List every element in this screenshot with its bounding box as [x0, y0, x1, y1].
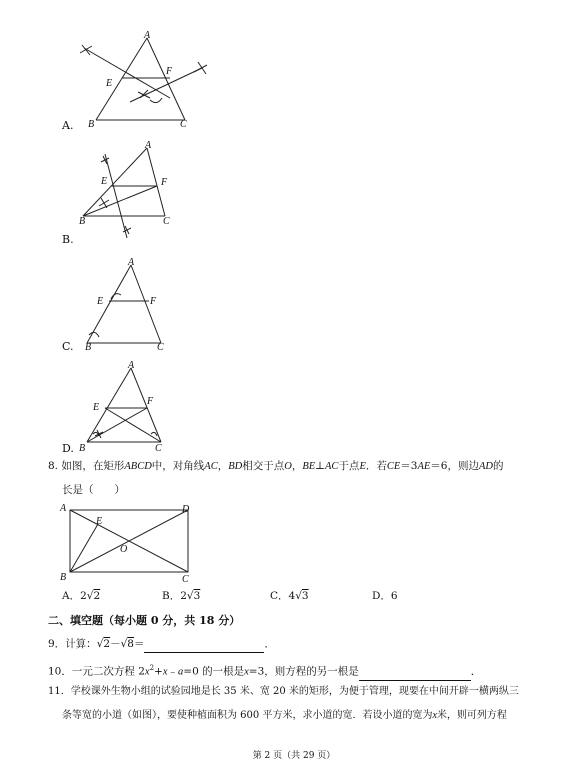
answer-blank[interactable]	[144, 636, 264, 653]
option-d-label[interactable]: D.	[62, 442, 74, 455]
page-footer: 第 2 页（共 29 页）	[252, 751, 336, 761]
q10-text: a	[178, 666, 184, 678]
q8-text: ，	[217, 460, 229, 472]
radicand: 8	[127, 638, 134, 650]
choice-a[interactable]	[62, 588, 100, 604]
choice-d[interactable]	[372, 588, 398, 604]
q8-text: 如图，在矩形	[61, 460, 125, 472]
point-f-label: F	[161, 177, 168, 188]
point-e-label: E	[106, 78, 113, 89]
sqrt-icon: √	[186, 590, 194, 602]
q8-text: AC	[325, 461, 339, 472]
q8-text: ＝3	[400, 460, 418, 472]
point-e-label: E	[97, 296, 104, 307]
sqrt-icon: √	[96, 638, 104, 650]
q9-text: ＝	[133, 638, 145, 650]
question-number: 9．	[48, 638, 66, 650]
rectangle-figure	[58, 500, 198, 586]
choice-b[interactable]	[162, 588, 200, 604]
question-number: 11．	[48, 686, 71, 697]
option-c-label[interactable]: C.	[62, 340, 74, 353]
point-c-label: C	[157, 342, 164, 350]
point-f-label: F	[150, 296, 157, 307]
answer-blank[interactable]	[359, 664, 471, 681]
choice-label: A．2	[62, 590, 87, 602]
choice-label: D．6	[372, 590, 398, 602]
q8-text: CE	[386, 461, 401, 472]
radicand: 2	[93, 590, 101, 602]
question-number: 10．	[48, 665, 72, 678]
q9-text: ．	[264, 638, 275, 650]
point-a-label: A	[144, 30, 151, 41]
q10-text: ．	[470, 665, 482, 678]
exponent: 2	[149, 664, 155, 672]
q8-text: ．若	[365, 460, 387, 472]
point-c-label: C	[182, 574, 189, 585]
q8-text: AC	[204, 461, 218, 472]
point-c-label: C	[180, 119, 187, 128]
sqrt-icon: √	[86, 590, 94, 602]
q10-text: =3，则方程的另一根是	[248, 665, 359, 678]
option-a-figure	[60, 28, 220, 128]
question-11-line-2	[62, 708, 507, 724]
radicand: 3	[193, 590, 201, 602]
question-number: 8.	[48, 460, 59, 472]
option-b-figure	[75, 140, 185, 245]
q9-text: 计算：	[65, 638, 97, 650]
q8-text: AD	[478, 461, 493, 472]
q10-text: 一元二次方程 2	[71, 665, 145, 678]
point-b-label: B	[60, 572, 67, 583]
radicand: 3	[301, 590, 309, 602]
point-b-label: B	[79, 216, 86, 227]
point-e-label: E	[93, 402, 100, 413]
point-c-label: C	[163, 216, 170, 227]
q8-text: 中，对角线	[151, 460, 205, 472]
point-b-label: B	[79, 443, 86, 454]
q8-text: ，	[291, 460, 303, 472]
q8-text: O	[284, 461, 292, 472]
point-a-label: A	[145, 140, 152, 151]
question-10	[48, 660, 481, 681]
option-a-label[interactable]: A.	[62, 119, 74, 132]
q8-text: 于点	[338, 460, 360, 472]
q8-text: 的	[492, 460, 504, 472]
point-b-label: B	[88, 119, 95, 128]
choice-label: C．4	[270, 590, 296, 602]
choice-label: B．2	[162, 590, 187, 602]
question-8-line-1	[48, 458, 503, 475]
point-c-label: C	[155, 443, 162, 454]
q8-text: ＝6，则边	[430, 460, 479, 472]
option-d-figure	[75, 358, 185, 458]
point-a-label: A	[128, 257, 135, 268]
q10-text: +	[154, 665, 163, 678]
option-b-label[interactable]: B.	[62, 233, 74, 246]
q11-text: x	[432, 710, 437, 721]
q8-text: BD	[228, 461, 243, 472]
q11-text: 学校课外生物小组的试验园地是长 35 米、宽 20 米的矩形，为便于管理，现要在中间开辟一横两纵三	[70, 686, 519, 697]
q8-text: ⊥	[315, 460, 326, 472]
point-a-label: A	[60, 503, 67, 514]
point-a-label: A	[128, 360, 135, 371]
question-8-line-2: 长是（ ）	[62, 484, 125, 496]
q10-text: x	[244, 666, 249, 678]
q8-text: AE	[417, 461, 431, 472]
q10-text: =0 的一根是	[183, 665, 245, 678]
point-o-label: O	[120, 544, 128, 555]
point-b-label: B	[85, 342, 92, 350]
sqrt-icon: √	[295, 590, 302, 602]
q10-text: x	[162, 666, 168, 678]
q8-text: E	[359, 461, 366, 472]
q8-text: ABCD	[124, 461, 152, 472]
point-e-label: E	[101, 176, 108, 187]
section-heading: 二、填空题（每小题 0 分，共 18 分）	[48, 614, 241, 627]
q11-text: 米，则可列方程	[436, 710, 507, 721]
choice-c[interactable]	[270, 588, 309, 604]
q11-text: 条等宽的小道（如图），要使种植面积为 600 平方米，求小道的宽．若设小道的宽为	[62, 710, 433, 721]
q10-text: x	[144, 666, 150, 678]
radicand: 2	[103, 638, 111, 650]
option-c-figure	[75, 255, 185, 350]
sqrt-icon: √	[120, 638, 128, 650]
point-f-label: F	[147, 396, 154, 407]
point-e-label: E	[96, 516, 103, 527]
point-f-label: F	[166, 66, 173, 77]
q8-text: 相交于点	[242, 460, 285, 472]
question-11-line-1	[48, 684, 519, 700]
question-9	[48, 636, 275, 653]
point-d-label: D	[182, 504, 190, 515]
q8-text: BE	[302, 461, 316, 472]
q9-text: －	[110, 638, 121, 650]
q10-text: ﹣	[167, 665, 179, 678]
